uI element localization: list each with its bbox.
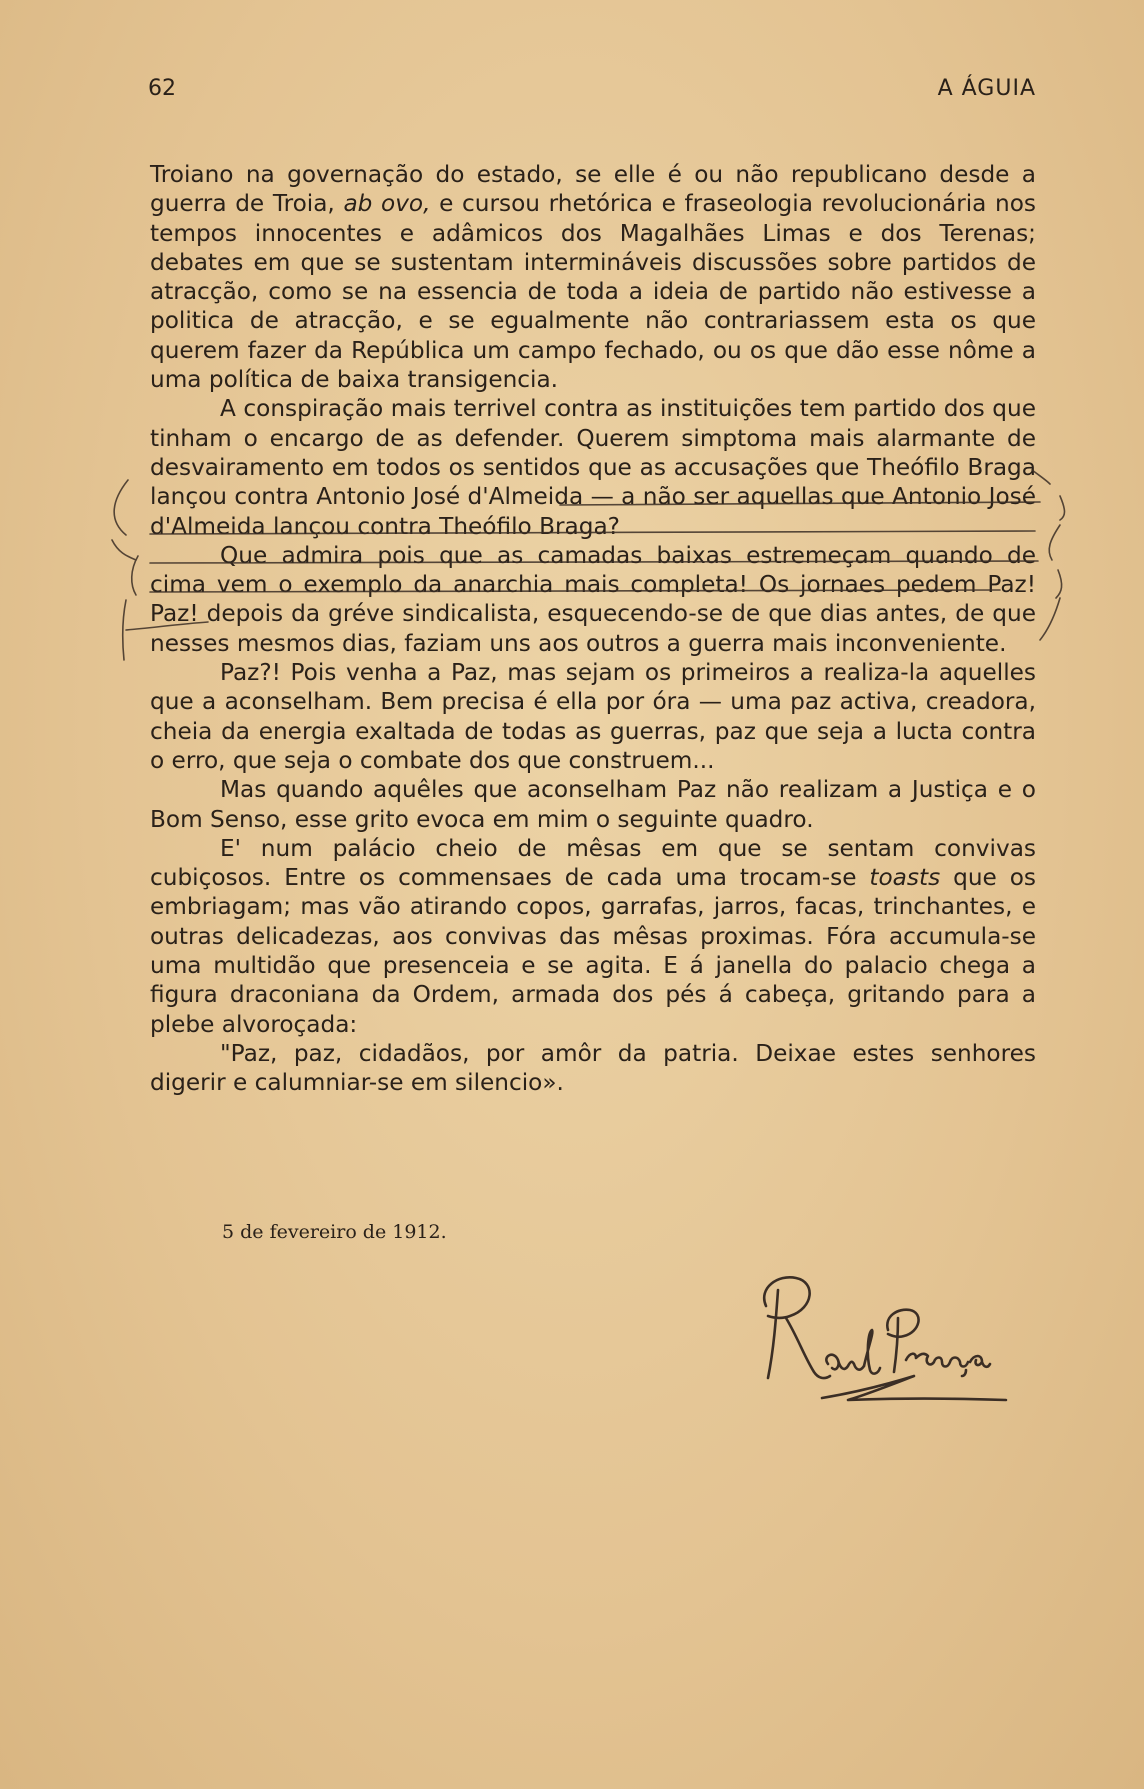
- paragraph: [150, 1039, 1036, 1098]
- article-body: [150, 160, 1036, 1098]
- text-run: Mas quando aquêles que aconselham Paz não realizam a Justiça e o Bom Senso, esse grito evoca em mim o seguinte quadro.: [150, 776, 1036, 833]
- text-run: que os embriagam; mas vão atirando copos, garrafas, jarros, facas, trinchantes, e outras delicadezas, aos convivas das mêsas proximas. Fóra accumula-se uma multidão que presenceia e se agita. E á janella do palacio chega a figura draconiana da Ordem, armada dos pés á cabeça, gritando para a plebe alvoroçada:: [150, 864, 1036, 1038]
- paragraph: [150, 775, 1036, 834]
- italic-text: toasts: [869, 864, 941, 892]
- paragraph: [150, 541, 1036, 658]
- paragraph: [150, 658, 1036, 775]
- paragraph: [150, 160, 1036, 394]
- page-number: 62: [148, 76, 176, 101]
- text-run: E' num palácio cheio de mêsas em que se sentam convivas cubiçosos. Entre os commensaes de cada uma trocam-se: [150, 834, 1036, 892]
- italic-text: ab ovo,: [343, 190, 431, 218]
- text-run: A conspiração mais terrivel contra as instituições tem partido dos que tinham o encargo de as defender. Querem simptoma mais alarmante de desvairamento em todos os sentidos que as accusações que Theófilo Braga lançou contra Antonio José d'Almeida — a não ser aquellas que Antonio José d'Almeida lançou contra Theófilo Braga?: [150, 395, 1036, 540]
- handwritten-signature: [738, 1268, 1018, 1408]
- dateline: 5 de fevereiro de 1912.: [222, 1221, 447, 1243]
- text-run: Troiano na governação do estado, se elle é ou não republicano desde a guerra de Troia,: [150, 161, 1036, 218]
- paragraph: [150, 394, 1036, 540]
- running-title: A ÁGUIA: [937, 76, 1036, 101]
- text-run: e cursou rhetórica e fraseologia revolucionária nos tempos innocentes e adâmicos dos Magalhães Limas e dos Terenas; debates em que se sustentam intermináveis discussões sobre partidos de atracção, como se na essencia de toda a ideia de partido não estivesse a politica de atracção, e se egualmente não contrariassem esta os que querem fazer da República um campo fechado, ou os que dão esse nôme a uma política de baixa transigencia.: [150, 190, 1036, 394]
- paragraph: [150, 834, 1036, 1039]
- text-run: Paz?! Pois venha a Paz, mas sejam os primeiros a realiza-la aquelles que a aconselham. Bem precisa é ella por óra — uma paz activa, creadora, cheia da energia exaltada de todas as guerras, paz que seja a lucta contra o erro, que seja o combate dos que construem...: [150, 659, 1036, 774]
- text-run: Que admira pois que as camadas baixas estremeçam quando de cima vem o exemplo da anarchia mais completa! Os jornaes pedem Paz! Paz! depois da gréve sindicalista, esquecendo-se de que dias antes, de que nesses mesmos dias, faziam uns aos outros a guerra mais inconveniente.: [150, 541, 1036, 657]
- page-header: [148, 76, 1036, 106]
- text-run: "Paz, paz, cidadãos, por amôr da patria. Deixae estes senhores digerir e calumniar-se em silencio».: [150, 1039, 1036, 1097]
